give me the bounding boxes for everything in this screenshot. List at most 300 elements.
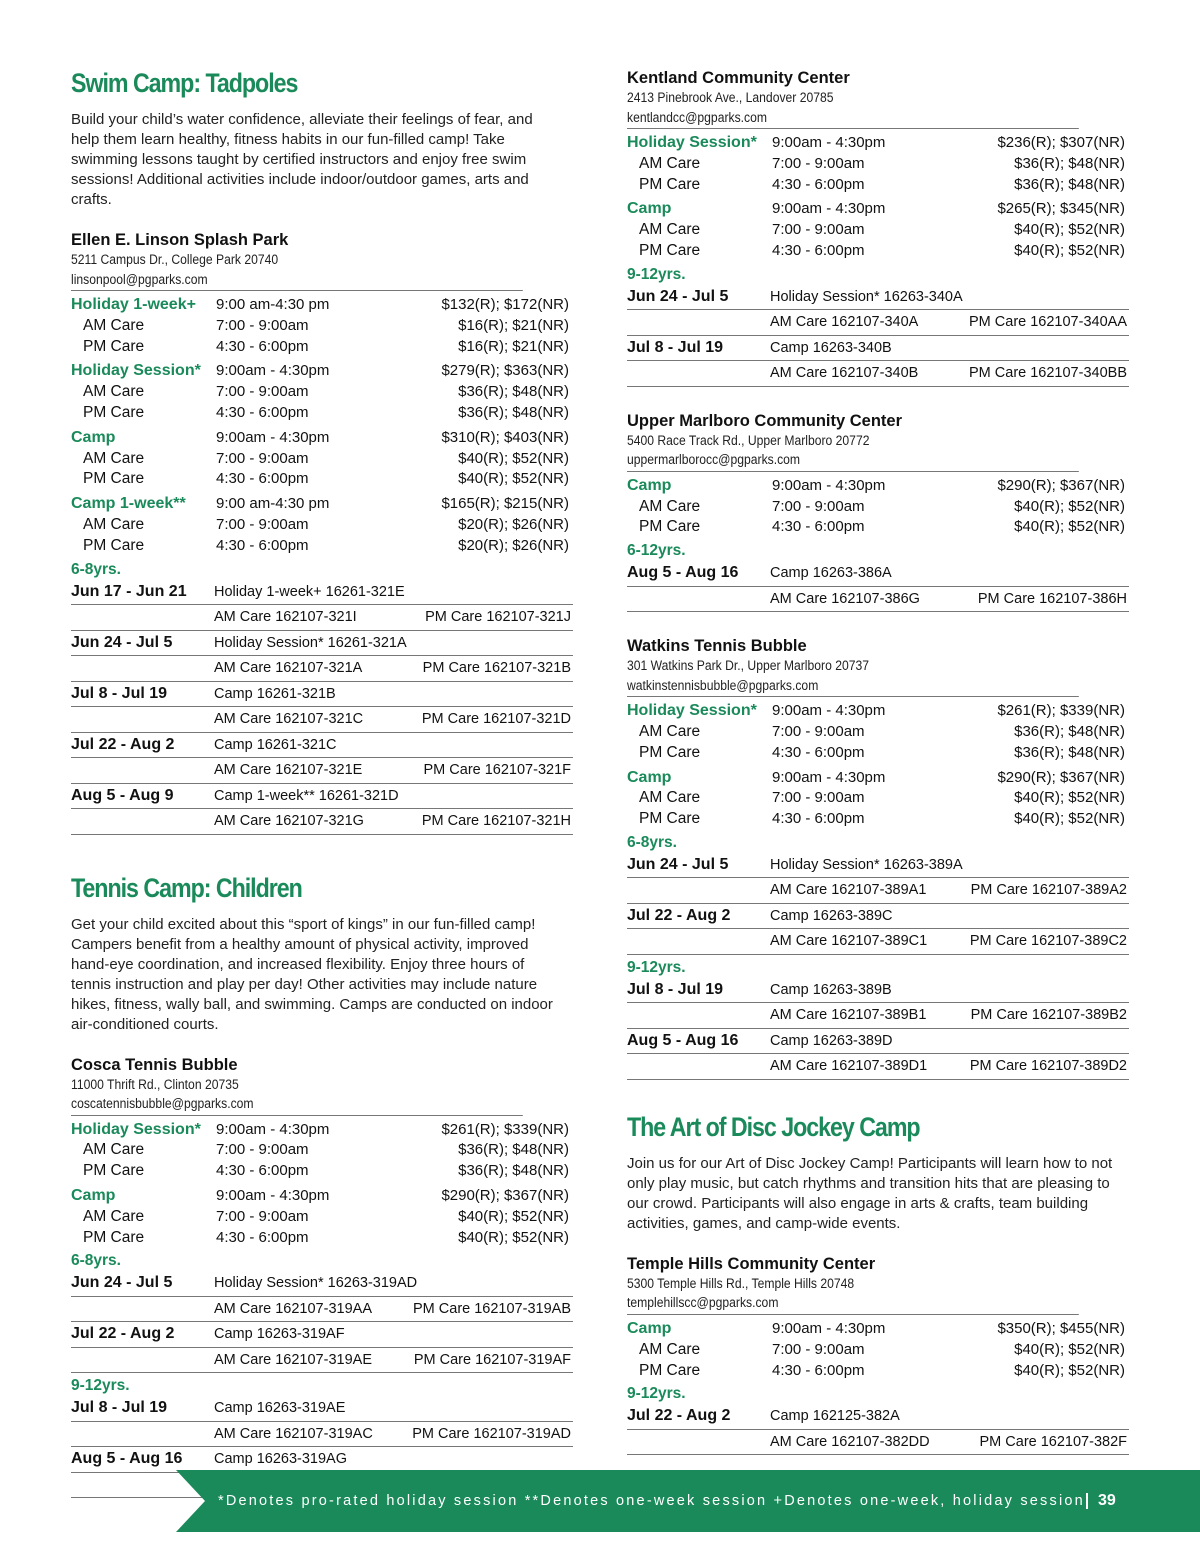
pm-care-row	[627, 743, 1129, 764]
session-code: Holiday Session* 16263-389A	[770, 856, 963, 873]
fee-table	[627, 1319, 1129, 1381]
fee-group	[627, 476, 1129, 538]
fee-name: Camp	[627, 1319, 672, 1337]
session-row	[71, 1271, 573, 1297]
age-group-label: 6-8yrs.	[71, 1252, 121, 1270]
fee-row	[627, 476, 1129, 497]
fee-price: $279(R); $363(NR)	[441, 362, 569, 380]
care-time: 7:00 - 9:00am	[216, 383, 309, 401]
am-care-code: AM Care 162107-321G	[214, 813, 364, 830]
left-column	[71, 66, 573, 1498]
session-spacer	[71, 707, 214, 732]
am-care-code: AM Care 162107-321E	[214, 762, 363, 779]
pm-care-row	[627, 809, 1129, 830]
session-code: Camp 1-week** 16261-321D	[214, 787, 399, 804]
fee-row	[627, 1319, 1129, 1340]
location-name: Upper Marlboro Community Center	[627, 411, 903, 430]
pm-care-code: PM Care 162107-321D	[421, 711, 571, 728]
session-code: Camp 16263-389C	[770, 907, 893, 924]
session-row	[627, 561, 1129, 587]
location-kentland	[627, 68, 1129, 129]
location-name: Cosca Tennis Bubble	[71, 1055, 238, 1074]
care-time: 7:00 - 9:00am	[772, 497, 865, 515]
pm-care-code: PM Care 162107-321H	[421, 813, 571, 830]
care-time: 4:30 - 6:00pm	[216, 1228, 309, 1246]
session-date: Jul 22 - Aug 2	[627, 1407, 731, 1425]
session-code: Holiday Session* 16261-321A	[214, 634, 407, 651]
care-time: 4:30 - 6:00pm	[772, 810, 865, 828]
footer-notes: *Denotes pro-rated holiday session **Denotes one-week session +Denotes one-week, holiday session	[218, 1493, 1085, 1509]
session-code: Camp 16263-319AG	[214, 1451, 347, 1468]
fee-price: $290(R); $367(NR)	[997, 476, 1125, 494]
fee-price: $132(R); $172(NR)	[441, 296, 569, 313]
session-date: Jul 22 - Aug 2	[71, 735, 175, 753]
page-number: 39	[1098, 1492, 1116, 1509]
session-date: Jun 24 - Jul 5	[71, 633, 173, 651]
session-spacer	[71, 1422, 214, 1447]
session-date: Jul 8 - Jul 19	[627, 980, 724, 998]
location-upper-marlboro	[627, 411, 1129, 472]
session-care-row	[627, 1054, 1129, 1080]
footer-banner	[0, 1470, 1200, 1532]
fee-name: Camp	[71, 1186, 116, 1204]
care-time: 7:00 - 9:00am	[216, 1207, 309, 1225]
session-table	[627, 561, 1129, 612]
pm-care-row	[627, 517, 1129, 538]
care-label: AM Care	[639, 154, 701, 172]
am-care-row	[71, 382, 573, 403]
care-price: $40(R); $52(NR)	[458, 1207, 569, 1225]
care-time: 4:30 - 6:00pm	[772, 1361, 865, 1379]
care-time: 7:00 - 9:00am	[772, 221, 865, 239]
dj-camp-description: Join us for our Art of Disc Jockey Camp! Participants will learn how to not only play music, but catch rhythms and transition hits that are pleasing to our crowd. Participants will also engage in arts & crafts, team building activities, games, and camp-wide events.	[627, 1154, 1113, 1232]
am-care-code: AM Care 162107-319AA	[214, 1300, 372, 1317]
care-label: PM Care	[639, 175, 701, 193]
location-name: Temple Hills Community Center	[627, 1254, 876, 1273]
am-care-row	[71, 316, 573, 337]
care-time: 7:00 - 9:00am	[772, 1340, 865, 1358]
age-group-label: 9-12yrs.	[627, 1385, 686, 1403]
session-table	[71, 1271, 573, 1373]
location-email[interactable]: linsonpool@pgparks.com	[71, 270, 523, 292]
session-date: Jul 8 - Jul 19	[71, 684, 168, 702]
fee-price: $261(R); $339(NR)	[441, 1120, 569, 1138]
session-care-row	[627, 587, 1129, 613]
pm-care-code: PM Care 162107-389B2	[970, 1007, 1127, 1024]
tennis-camp-title: Tennis Camp: Children	[71, 872, 302, 903]
care-time: 7:00 - 9:00am	[772, 154, 865, 172]
session-code: Camp 16263-386A	[770, 565, 892, 582]
session-spacer	[71, 1348, 214, 1373]
fee-time: 9:00 am-4:30 pm	[216, 296, 330, 313]
fee-price: $310(R); $403(NR)	[441, 428, 569, 446]
session-code: Camp 162125-382A	[770, 1408, 900, 1425]
swim-camp-title: Swim Camp: Tadpoles	[71, 68, 298, 98]
session-date: Aug 5 - Aug 9	[71, 786, 174, 804]
pm-care-code: PM Care 162107-386H	[977, 590, 1127, 607]
session-date: Jun 24 - Jul 5	[627, 287, 729, 305]
session-care-row	[627, 310, 1129, 336]
location-email[interactable]: watkinstennisbubble@pgparks.com	[627, 676, 1079, 698]
session-date: Aug 5 - Aug 16	[71, 1450, 183, 1468]
care-price: $40(R); $52(NR)	[1014, 221, 1125, 239]
location-address: 5211 Campus Dr., College Park 20740	[71, 252, 279, 267]
session-care-row	[627, 878, 1129, 904]
am-care-code: AM Care 162107-321A	[214, 660, 363, 677]
care-label: PM Care	[83, 1228, 145, 1246]
fee-table	[627, 133, 1129, 262]
am-care-row	[627, 497, 1129, 518]
care-price: $40(R); $52(NR)	[458, 449, 569, 467]
fee-row	[71, 428, 573, 449]
care-label: PM Care	[83, 337, 145, 355]
age-group-label: 6-8yrs.	[71, 560, 121, 578]
fee-group	[71, 494, 573, 556]
location-address: 301 Watkins Park Dr., Upper Marlboro 20737	[627, 658, 869, 674]
care-label: PM Care	[639, 1361, 701, 1379]
care-time: 7:00 - 9:00am	[216, 1141, 309, 1159]
care-label: PM Care	[83, 536, 145, 554]
fee-name: Holiday Session*	[627, 702, 757, 720]
session-spacer	[627, 587, 770, 612]
fee-time: 9:00am - 4:30pm	[772, 134, 886, 151]
session-date: Jul 8 - Jul 19	[627, 338, 724, 356]
am-care-code: AM Care 162107-319AC	[214, 1425, 373, 1442]
age-group-label: 9-12yrs.	[71, 1377, 130, 1395]
age-group-label: 6-12yrs.	[627, 542, 686, 560]
location-email[interactable]: uppermarlborocc@pgparks.com	[627, 450, 1079, 472]
care-price: $16(R); $21(NR)	[458, 337, 569, 355]
care-price: $40(R); $52(NR)	[1014, 1361, 1125, 1379]
session-row	[627, 285, 1129, 311]
am-care-row	[71, 515, 573, 536]
fee-group	[627, 1319, 1129, 1381]
dj-camp-title: The Art of Disc Jockey Camp	[627, 1111, 920, 1142]
fee-name: Holiday Session*	[71, 362, 201, 380]
session-care-row	[71, 1297, 573, 1323]
fee-name: Holiday 1-week+	[71, 296, 196, 313]
care-price: $36(R); $48(NR)	[1014, 743, 1125, 761]
care-price: $36(R); $48(NR)	[1014, 722, 1125, 740]
fee-time: 9:00am - 4:30pm	[772, 702, 886, 720]
care-time: 4:30 - 6:00pm	[772, 241, 865, 259]
session-date: Aug 5 - Aug 16	[627, 1031, 739, 1049]
am-care-row	[627, 788, 1129, 809]
fee-table	[627, 701, 1129, 830]
session-date: Jul 22 - Aug 2	[627, 906, 731, 924]
session-row	[71, 733, 573, 759]
session-row	[627, 336, 1129, 362]
pm-care-row	[71, 1161, 573, 1182]
session-care-row	[71, 1422, 573, 1448]
care-price: $36(R); $48(NR)	[1014, 175, 1125, 193]
am-care-row	[71, 1207, 573, 1228]
session-table	[627, 1404, 1129, 1455]
fee-time: 9:00am - 4:30pm	[216, 1120, 330, 1138]
am-care-row	[627, 1340, 1129, 1361]
am-care-row	[71, 1140, 573, 1161]
care-price: $36(R); $48(NR)	[458, 403, 569, 421]
session-row	[71, 682, 573, 708]
session-row	[627, 904, 1129, 930]
fee-group	[627, 133, 1129, 195]
care-price: $36(R); $48(NR)	[1014, 154, 1125, 172]
fee-group	[71, 1120, 573, 1182]
care-label: AM Care	[639, 1340, 701, 1358]
am-care-row	[627, 220, 1129, 241]
location-email[interactable]: coscatennisbubble@pgparks.com	[71, 1094, 523, 1116]
pm-care-code: PM Care 162107-321B	[422, 660, 571, 677]
fee-group	[71, 1186, 573, 1248]
fee-price: $290(R); $367(NR)	[997, 768, 1125, 786]
session-row	[71, 784, 573, 810]
pm-care-row	[627, 1361, 1129, 1382]
session-row	[627, 853, 1129, 879]
session-date: Jun 17 - Jun 21	[71, 582, 187, 600]
session-date: Jul 22 - Aug 2	[71, 1325, 175, 1343]
care-time: 7:00 - 9:00am	[216, 449, 309, 467]
care-label: PM Care	[83, 403, 145, 421]
fee-price: $236(R); $307(NR)	[997, 134, 1125, 151]
care-label: PM Care	[83, 470, 145, 488]
care-label: PM Care	[639, 518, 701, 536]
care-label: AM Care	[83, 316, 145, 334]
fee-name: Holiday Session*	[627, 134, 757, 151]
care-price: $40(R); $52(NR)	[458, 1228, 569, 1246]
session-care-row	[71, 656, 573, 682]
fee-time: 9:00am - 4:30pm	[216, 1186, 330, 1204]
fee-price: $261(R); $339(NR)	[997, 702, 1125, 720]
session-spacer	[71, 809, 214, 834]
pm-care-row	[71, 536, 573, 557]
session-code: Holiday 1-week+ 16261-321E	[214, 583, 405, 600]
am-care-code: AM Care 162107-319AE	[214, 1351, 372, 1368]
pm-care-code: PM Care 162107-340AA	[969, 314, 1127, 331]
fee-name: Camp 1-week**	[71, 495, 186, 513]
session-row	[71, 1396, 573, 1422]
session-code: Camp 16261-321C	[214, 736, 337, 753]
location-address: 11000 Thrift Rd., Clinton 20735	[71, 1076, 239, 1092]
care-price: $40(R); $52(NR)	[1014, 1340, 1125, 1358]
pm-care-row	[71, 403, 573, 424]
page-separator	[1086, 1493, 1088, 1509]
fee-price: $265(R); $345(NR)	[997, 200, 1125, 218]
care-label: AM Care	[639, 789, 701, 807]
location-watkins	[627, 636, 1129, 697]
location-address: 5400 Race Track Rd., Upper Marlboro 20772	[627, 432, 870, 448]
fee-row	[627, 701, 1129, 722]
fee-name: Holiday Session*	[71, 1120, 201, 1138]
session-spacer	[627, 1430, 770, 1455]
location-email[interactable]: kentlandcc@pgparks.com	[627, 108, 1079, 130]
care-price: $20(R); $26(NR)	[458, 515, 569, 533]
care-label: PM Care	[639, 241, 701, 259]
fee-row	[71, 361, 573, 382]
care-price: $40(R); $52(NR)	[1014, 497, 1125, 515]
fee-row	[627, 133, 1129, 154]
care-label: AM Care	[83, 383, 145, 401]
session-care-row	[627, 929, 1129, 955]
care-label: AM Care	[83, 449, 145, 467]
session-spacer	[71, 605, 214, 630]
session-row	[71, 1322, 573, 1348]
session-table	[627, 978, 1129, 1080]
session-spacer	[627, 310, 770, 335]
session-table	[627, 853, 1129, 955]
session-spacer	[627, 929, 770, 954]
session-code: Holiday Session* 16263-319AD	[214, 1275, 418, 1292]
care-label: AM Care	[83, 1207, 145, 1225]
fee-name: Camp	[71, 428, 116, 446]
fee-time: 9:00am - 4:30pm	[772, 476, 886, 494]
fee-name: Camp	[627, 476, 672, 494]
session-row	[627, 1404, 1129, 1430]
care-label: AM Care	[83, 1141, 145, 1159]
session-table	[71, 580, 573, 835]
session-care-row	[627, 1430, 1129, 1456]
care-price: $40(R); $52(NR)	[1014, 810, 1125, 828]
fee-row	[71, 494, 573, 515]
pm-care-code: PM Care 162107-319AF	[413, 1351, 571, 1368]
pm-care-code: PM Care 162107-382F	[979, 1433, 1127, 1450]
pm-care-row	[627, 175, 1129, 196]
location-name: Watkins Tennis Bubble	[627, 637, 807, 656]
am-care-code: AM Care 162107-340A	[770, 314, 919, 331]
age-group-label: 9-12yrs.	[627, 958, 686, 976]
pm-care-row	[71, 1228, 573, 1249]
fee-name: Camp	[627, 768, 672, 786]
care-time: 7:00 - 9:00am	[216, 316, 309, 334]
session-code: Camp 16261-321B	[214, 685, 336, 702]
session-spacer	[71, 656, 214, 681]
fee-row	[627, 768, 1129, 789]
session-spacer	[71, 758, 214, 783]
pm-care-row	[627, 241, 1129, 262]
care-label: AM Care	[639, 722, 701, 740]
fee-time: 9:00 am-4:30 pm	[216, 495, 330, 513]
pm-care-row	[71, 469, 573, 490]
tennis-camp-description: Get your child excited about this “sport of kings” in our fun-filled camp! Campers benefit from a healthy amount of physical activity, improved hand-eye coordination, and increased flexibility. Enjoy three hours of tennis instruction and play per day! Other activities may include nature hikes, fitness, wally ball, and swimming. Camps are conducted on indoor air-conditioned courts.	[71, 915, 553, 1033]
session-table	[627, 285, 1129, 387]
session-care-row	[71, 809, 573, 835]
session-code: Camp 16263-319AF	[214, 1326, 345, 1343]
fee-time: 9:00am - 4:30pm	[772, 768, 886, 786]
session-row	[71, 631, 573, 657]
pm-care-code: PM Care 162107-389A2	[970, 882, 1127, 899]
right-column	[627, 68, 1129, 1455]
location-address: 2413 Pinebrook Ave., Landover 20785	[627, 90, 834, 105]
care-time: 7:00 - 9:00am	[216, 515, 309, 533]
session-spacer	[627, 361, 770, 386]
location-cosca	[71, 1055, 573, 1116]
session-row	[71, 580, 573, 606]
location-email[interactable]: templehillscc@pgparks.com	[627, 1293, 1079, 1315]
session-date: Jun 24 - Jul 5	[627, 855, 729, 873]
fee-row	[71, 295, 573, 316]
am-care-row	[627, 154, 1129, 175]
session-code: Camp 16263-389D	[770, 1032, 893, 1049]
fee-row	[71, 1120, 573, 1141]
care-time: 4:30 - 6:00pm	[772, 175, 865, 193]
am-care-row	[627, 722, 1129, 743]
care-time: 4:30 - 6:00pm	[216, 403, 309, 421]
am-care-code: AM Care 162107-389B1	[770, 1007, 927, 1024]
fee-price: $350(R); $455(NR)	[997, 1319, 1125, 1337]
age-group-label: 9-12yrs.	[627, 265, 686, 283]
session-spacer	[71, 1297, 214, 1322]
care-price: $36(R); $48(NR)	[458, 1162, 569, 1180]
session-spacer	[627, 1054, 770, 1079]
pm-care-code: PM Care 162107-340BB	[969, 365, 1127, 382]
care-label: AM Care	[639, 497, 701, 515]
fee-table	[71, 1120, 573, 1249]
fee-time: 9:00am - 4:30pm	[772, 1319, 886, 1337]
location-name: Ellen E. Linson Splash Park	[71, 231, 289, 249]
location-linson	[71, 230, 573, 291]
fee-row	[71, 1186, 573, 1207]
session-row	[627, 1029, 1129, 1055]
session-care-row	[627, 1003, 1129, 1029]
care-price: $40(R); $52(NR)	[1014, 518, 1125, 536]
fee-group	[71, 295, 573, 357]
pm-care-code: PM Care 162107-389D2	[969, 1058, 1127, 1075]
am-care-code: AM Care 162107-382DD	[770, 1433, 930, 1450]
location-temple-hills	[627, 1254, 1129, 1315]
session-care-row	[71, 1348, 573, 1374]
fee-row	[627, 199, 1129, 220]
care-price: $40(R); $52(NR)	[1014, 789, 1125, 807]
pm-care-row	[71, 337, 573, 358]
fee-group	[71, 361, 573, 423]
care-label: PM Care	[639, 810, 701, 828]
am-care-code: AM Care 162107-321C	[214, 711, 364, 728]
fee-group	[627, 768, 1129, 830]
fee-name: Camp	[627, 200, 672, 218]
am-care-row	[71, 449, 573, 470]
am-care-code: AM Care 162107-340B	[770, 365, 919, 382]
care-price: $36(R); $48(NR)	[458, 383, 569, 401]
care-price: $20(R); $26(NR)	[458, 536, 569, 554]
care-label: AM Care	[83, 515, 145, 533]
session-spacer	[627, 878, 770, 903]
pm-care-code: PM Care 162107-321F	[423, 762, 571, 779]
care-price: $16(R); $21(NR)	[458, 316, 569, 334]
care-time: 4:30 - 6:00pm	[772, 518, 865, 536]
pm-care-code: PM Care 162107-319AD	[412, 1425, 571, 1442]
pm-care-code: PM Care 162107-389C2	[969, 933, 1127, 950]
care-label: AM Care	[639, 221, 701, 239]
fee-group	[627, 701, 1129, 763]
session-code: Camp 16263-319AE	[214, 1400, 346, 1417]
care-price: $40(R); $52(NR)	[458, 470, 569, 488]
session-date: Aug 5 - Aug 16	[627, 564, 739, 582]
fee-time: 9:00am - 4:30pm	[216, 362, 330, 380]
am-care-code: AM Care 162107-389C1	[770, 933, 928, 950]
care-price: $40(R); $52(NR)	[1014, 241, 1125, 259]
care-time: 4:30 - 6:00pm	[216, 337, 309, 355]
fee-group	[627, 199, 1129, 261]
session-code: Camp 16263-389B	[770, 981, 892, 998]
location-name: Kentland Community Center	[627, 69, 850, 87]
care-time: 4:30 - 6:00pm	[216, 470, 309, 488]
am-care-code: AM Care 162107-321I	[214, 609, 357, 626]
session-code: Holiday Session* 16263-340A	[770, 288, 963, 305]
session-date: Jul 8 - Jul 19	[71, 1399, 168, 1417]
session-spacer	[627, 1003, 770, 1028]
session-care-row	[71, 707, 573, 733]
session-care-row	[627, 361, 1129, 387]
fee-price: $165(R); $215(NR)	[441, 495, 569, 513]
